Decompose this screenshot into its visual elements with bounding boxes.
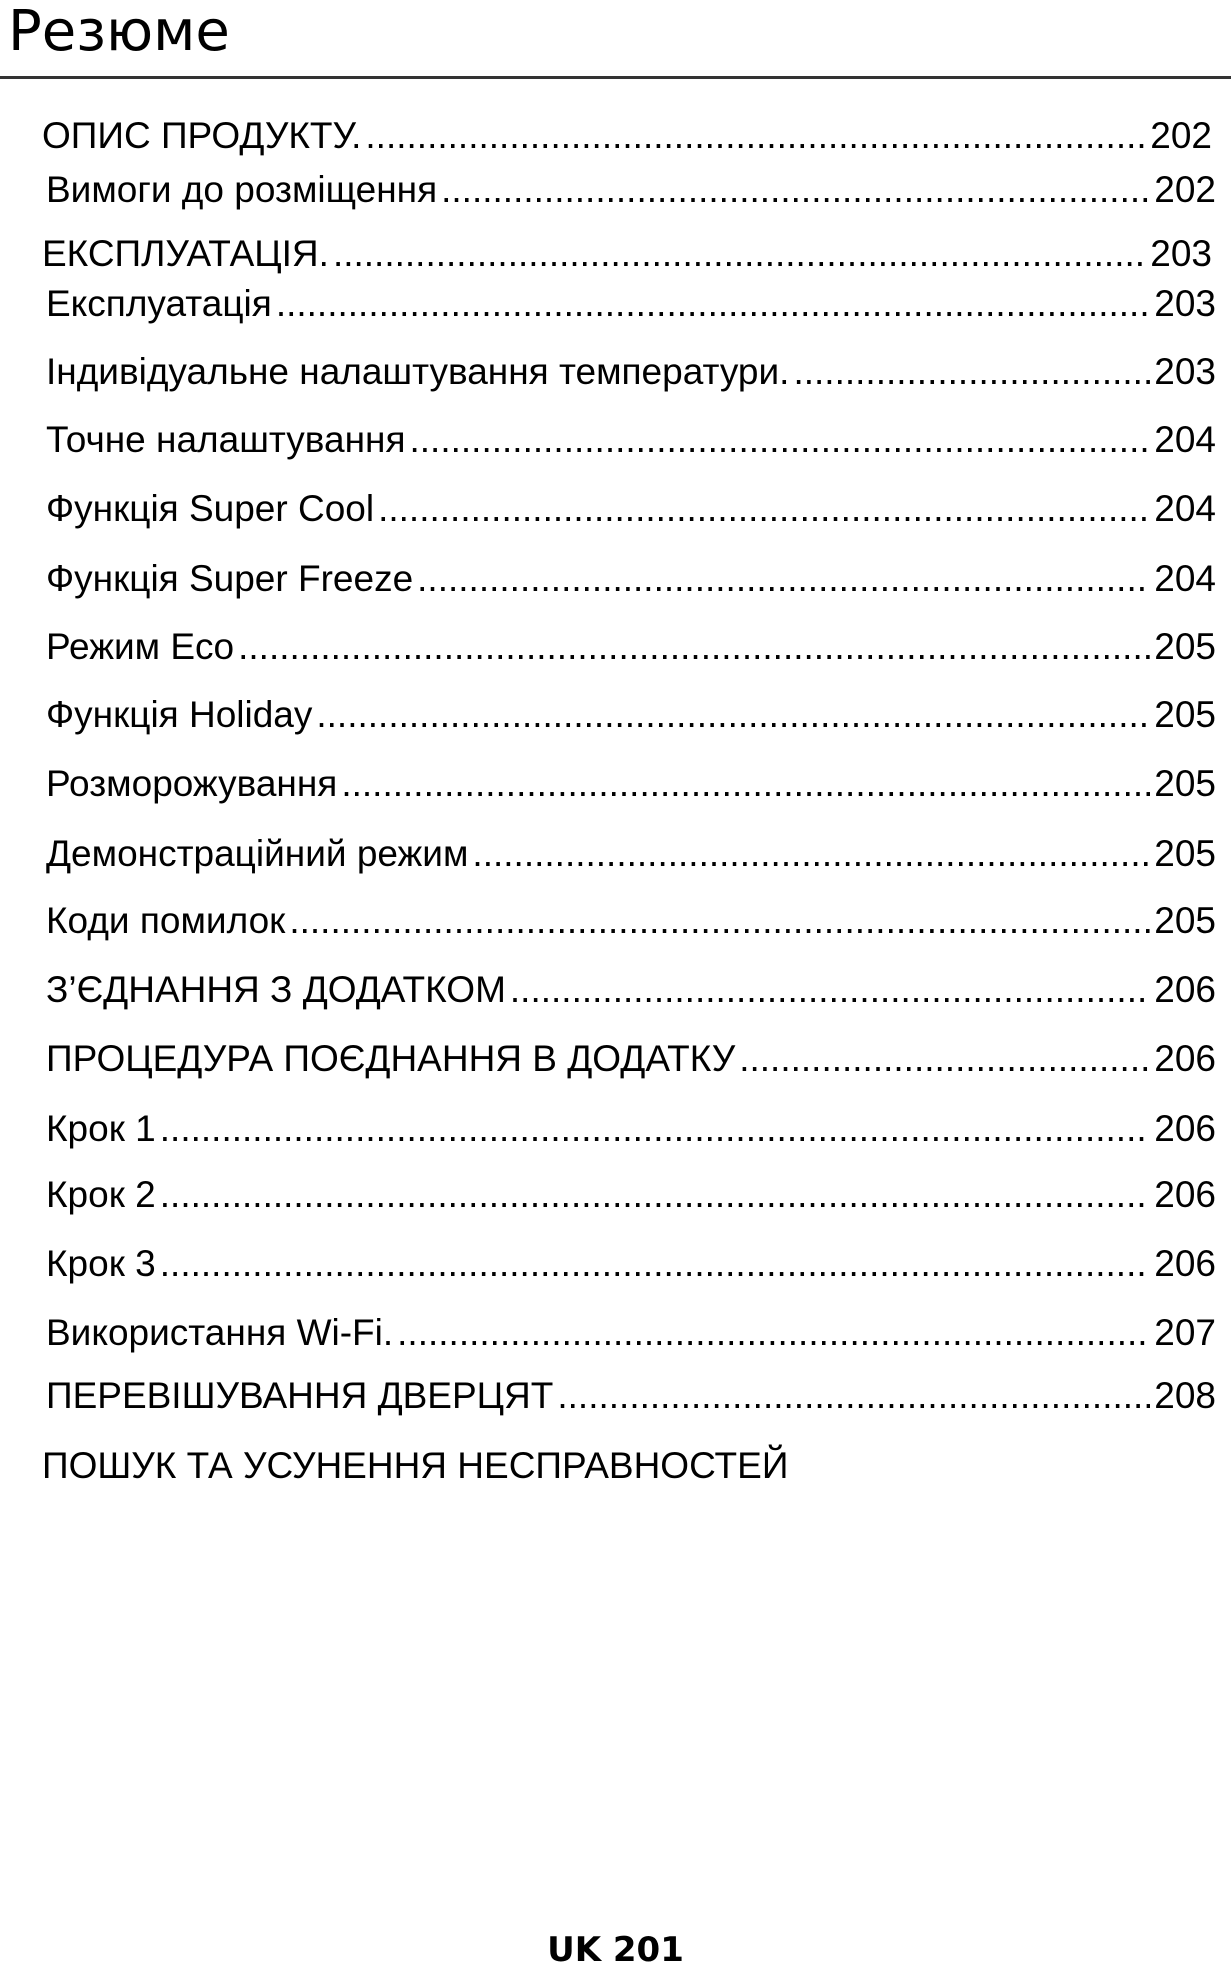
toc-leader-dots [417,557,1150,601]
toc-leader-dots [441,168,1150,212]
toc-entry-fine-tuning[interactable] [46,412,1216,462]
toc-entry-step-3[interactable] [46,1236,1216,1286]
toc-entry-product-description[interactable] [42,108,1212,158]
toc-leader-dots [238,625,1150,669]
toc-entry-demo-mode[interactable] [46,826,1216,876]
toc-entry-label: Експлуатація [46,283,272,324]
toc-entry-label: ПРОЦЕДУРА ПОЄДНАННЯ В ДОДАТКУ [46,1038,736,1079]
toc-entry-page: 206 [1154,1038,1216,1079]
toc-leader-dots [378,487,1150,531]
toc-entry-page: 204 [1154,419,1216,460]
toc-entry-label: Крок 1 [46,1108,156,1149]
toc-entry-label: Функція Super Freeze [46,558,414,599]
toc-leader-dots [341,762,1150,806]
toc-leader-dots [510,968,1150,1012]
toc-entry-label: ЕКСПЛУАТАЦІЯ. [42,233,329,274]
toc-leader-dots [160,1242,1151,1286]
toc-entry-door-reversal[interactable] [46,1368,1216,1418]
toc-entry-label: ПОШУК ТА УСУНЕННЯ НЕСПРАВНОСТЕЙ [42,1445,789,1486]
toc-leader-dots [557,1374,1150,1418]
page-title: Резюме [8,0,230,64]
toc-entry-page: 203 [1154,283,1216,324]
toc-leader-dots [333,232,1146,276]
toc-leader-dots [160,1173,1151,1217]
toc-entry-page: 205 [1154,900,1216,941]
toc-entry-page: 203 [1154,351,1216,392]
toc-entry-page: 206 [1154,1243,1216,1284]
toc-leader-dots [160,1107,1151,1151]
toc-entry-label: Функція Super Cool [46,488,375,529]
toc-entry-label: Демонстраційний режим [46,833,469,874]
toc-entry-page: 205 [1154,626,1216,667]
toc-entry-label: Функція Holiday [46,694,313,735]
toc-leader-dots [472,832,1150,876]
toc-entry-page: 206 [1154,1174,1216,1215]
toc-entry-operation-section[interactable] [42,226,1212,276]
toc-entry-super-freeze[interactable] [46,551,1216,601]
toc-entry-placement-requirements[interactable] [46,162,1216,212]
toc-entry-label: ОПИС ПРОДУКТУ. [42,115,362,156]
toc-leader-dots [365,114,1146,158]
toc-entry-page: 207 [1154,1312,1216,1353]
toc-entry-super-cool[interactable] [46,481,1216,531]
toc-entry-label: Крок 3 [46,1243,156,1284]
toc-entry-page: 206 [1154,969,1216,1010]
toc-entry-step-2[interactable] [46,1167,1216,1217]
toc-entry-holiday[interactable] [46,687,1216,737]
toc-entry-app-pairing-procedure[interactable] [46,1031,1216,1081]
toc-entry-eco-mode[interactable] [46,619,1216,669]
toc-entry-label: Коди помилок [46,900,286,941]
toc-entry-app-connection[interactable] [46,962,1216,1012]
toc-entry-page: 205 [1154,694,1216,735]
toc-leader-dots [739,1037,1150,1081]
toc-entry-label: З’ЄДНАННЯ З ДОДАТКОМ [46,969,506,1010]
toc-entry-label: Точне налаштування [46,419,406,460]
toc-leader-dots [410,418,1151,462]
toc-entry-label: Розморожування [46,763,338,804]
toc-entry-label: ПЕРЕВІШУВАННЯ ДВЕРЦЯТ [46,1375,554,1416]
page-footer-number: UK 201 [547,1930,684,1970]
toc-entry-label: Вимоги до розміщення [46,169,438,210]
toc-entry-label: Режим Eco [46,626,235,667]
toc-entry-page: 202 [1154,169,1216,210]
toc-entry-page: 208 [1154,1375,1216,1416]
toc-leader-dots [316,693,1150,737]
toc-entry-page: 205 [1154,763,1216,804]
toc-entry-page: 203 [1150,233,1212,274]
toc-entry-troubleshooting[interactable] [42,1438,1212,1488]
toc-entry-page: 204 [1154,558,1216,599]
toc-entry-page: 204 [1154,488,1216,529]
toc-entry-step-1[interactable] [46,1101,1216,1151]
toc-entry-temperature-setting[interactable] [46,344,1216,394]
toc-leader-dots [397,1311,1150,1355]
toc-entry-error-codes[interactable] [46,893,1216,943]
toc-leader-dots [793,350,1150,394]
toc-entry-label: Використання Wi-Fi. [46,1312,394,1353]
toc-entry-page: 205 [1154,833,1216,874]
toc-entry-label: Крок 2 [46,1174,156,1215]
toc-entry-page: 202 [1150,115,1212,156]
toc-leader-dots [276,282,1150,326]
toc-entry-defrosting[interactable] [46,756,1216,806]
toc-entry-operation[interactable] [46,276,1216,326]
toc-leader-dots [289,899,1150,943]
toc-entry-label: Індивідуальне налаштування температури. [46,351,790,392]
toc-entry-page: 206 [1154,1108,1216,1149]
toc-entry-wifi-usage[interactable] [46,1305,1216,1355]
